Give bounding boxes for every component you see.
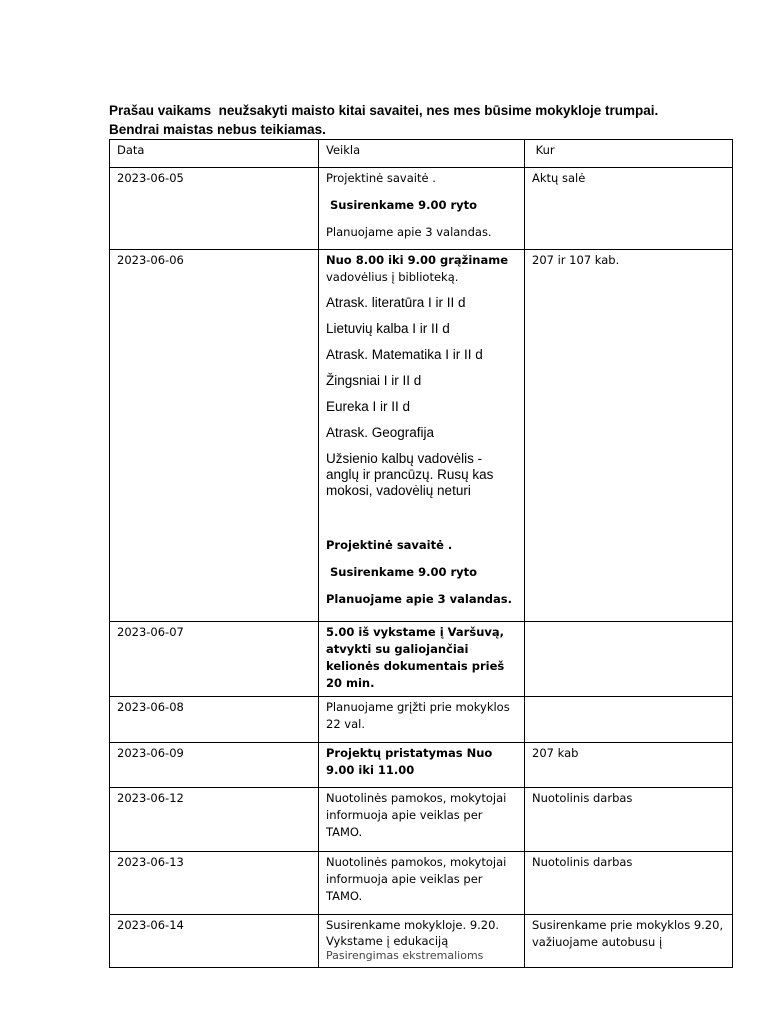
row-place: Aktų salė: [525, 168, 733, 250]
row-place: Nuotolinis darbas: [525, 852, 733, 915]
header-date: Data: [110, 140, 319, 168]
schedule-table: [109, 139, 733, 968]
activity-line: Planuojame apie 3 valandas.: [326, 592, 512, 606]
row-activity: [319, 250, 525, 622]
row-activity: [319, 168, 525, 250]
table-row: [110, 915, 733, 968]
notice-text: [109, 101, 739, 139]
table-row: [110, 788, 733, 852]
header-place: Kur: [525, 140, 733, 168]
table-row: [110, 250, 733, 622]
book-item: Atrask. Geografija: [326, 425, 435, 440]
activity-line: Susirenkame 9.00 ryto: [326, 565, 478, 579]
book-item: Lietuvių kalba I ir II d: [326, 321, 450, 336]
row-date: 2023-06-13: [110, 852, 319, 915]
row-date: 2023-06-08: [110, 697, 319, 743]
activity-line: Projektinė savaitė .: [326, 171, 436, 185]
row-place: 207 ir 107 kab.: [525, 250, 733, 622]
activity-line: Projektinė savaitė .: [326, 538, 453, 552]
row-date: 2023-06-14: [110, 915, 319, 968]
table-row: [110, 852, 733, 915]
header-activity: Veikla: [319, 140, 525, 168]
book-item: Eureka I ir II d: [326, 399, 411, 414]
activity-text: Susirenkame mokykloje. 9.20. Vykstame į edukaciją: [326, 918, 500, 948]
notice-line-1: Prašau vaikams neužsakyti maisto kitai savaitei, nes mes būsime mokykloje trumpai.: [109, 103, 659, 118]
row-date: 2023-06-09: [110, 743, 319, 788]
row-place: Susirenkame prie mokyklos 9.20, važiuojame autobusu į: [525, 915, 733, 968]
row-activity: Nuotolinės pamokos, mokytojai informuoja apie veiklas per TAMO.: [319, 852, 525, 915]
table-header-row: [110, 140, 733, 168]
activity-intro: [326, 252, 518, 286]
row-place: [525, 622, 733, 697]
activity-line: Planuojame apie 3 valandas.: [326, 225, 492, 239]
activity-line: Susirenkame 9.00 ryto: [326, 198, 478, 212]
notice-line-2: Bendrai maistas nebus teikiamas.: [109, 122, 326, 137]
row-activity: Planuojame grįžti prie mokyklos 22 val.: [319, 697, 525, 743]
row-activity: [319, 915, 525, 968]
row-place: [525, 697, 733, 743]
activity-extra: Pasirengimas ekstremalioms: [326, 949, 484, 962]
table-row: [110, 697, 733, 743]
row-activity: Nuotolinės pamokos, mokytojai informuoja apie veiklas per TAMO.: [319, 788, 525, 852]
activity-intro-rest: vadovėlius į biblioteką.: [326, 270, 459, 284]
book-item: Žingsniai I ir II d: [326, 373, 422, 388]
row-place: Nuotolinis darbas: [525, 788, 733, 852]
table-row: [110, 743, 733, 788]
row-date: 2023-06-05: [110, 168, 319, 250]
table-row: [110, 168, 733, 250]
row-date: 2023-06-07: [110, 622, 319, 697]
book-item: Atrask. Matematika I ir II d: [326, 347, 483, 362]
row-date: 2023-06-12: [110, 788, 319, 852]
book-item: Užsienio kalbų vadovėlis - anglų ir prancūzų. Rusų kas mokosi, vadovėlių neturi: [326, 451, 494, 498]
row-activity: 5.00 iš vykstame į Varšuvą, atvykti su galiojančiai kelionės dokumentais prieš 20 min.: [319, 622, 525, 697]
row-activity: Projektų pristatymas Nuo 9.00 iki 11.00: [319, 743, 525, 788]
row-place: 207 kab: [525, 743, 733, 788]
book-item: Atrask. literatūra I ir II d: [326, 295, 466, 310]
row-date: 2023-06-06: [110, 250, 319, 622]
table-row: [110, 622, 733, 697]
activity-intro-bold: Nuo 8.00 iki 9.00 grąžiname: [326, 253, 509, 267]
